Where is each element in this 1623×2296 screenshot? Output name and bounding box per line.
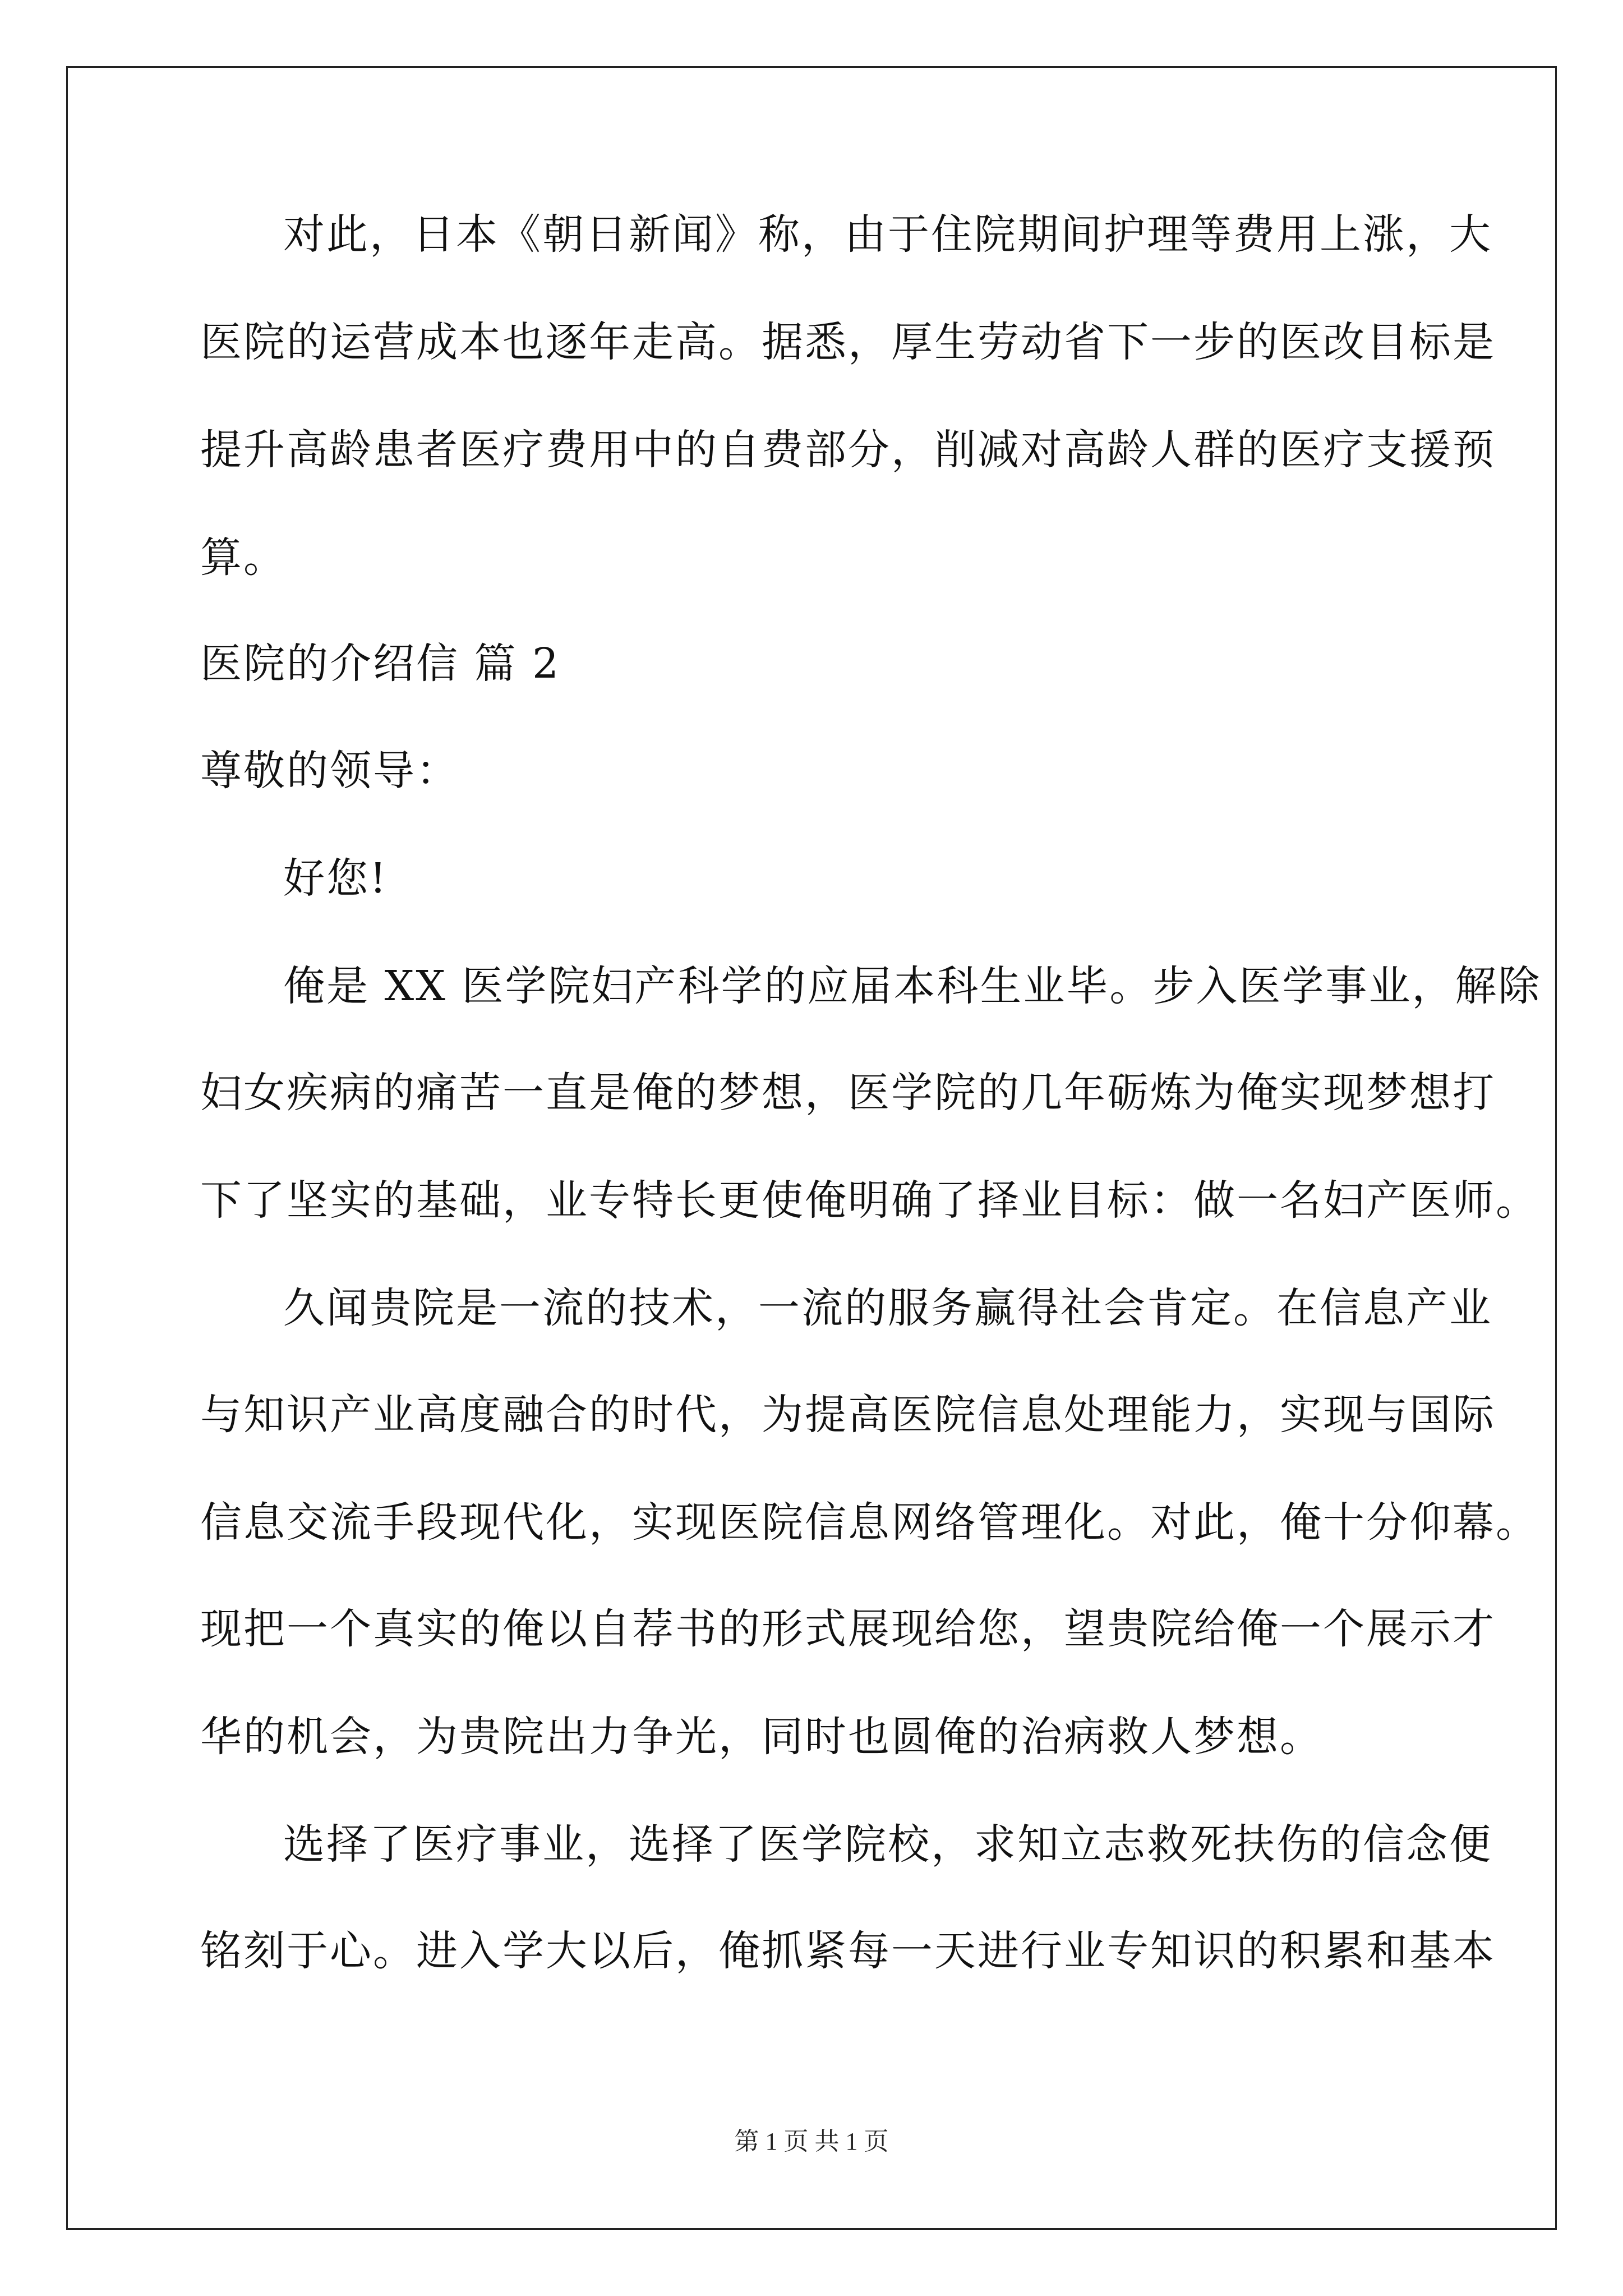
paragraph-line: 对此，日本《朝日新闻》称，由于住院期间护理等费用上涨，大	[283, 210, 1492, 259]
paragraph-line: 提升高龄患者医疗费用中的自费部分，削减对高龄人群的医疗支援预	[200, 426, 1496, 474]
paragraph-line: 久闻贵院是一流的技术，一流的服务赢得社会肯定。在信息产业	[283, 1284, 1492, 1332]
page-footer: 第 1 页 共 1 页	[734, 2128, 889, 2155]
paragraph-line: 信息交流手段现代化，实现医院信息网络管理化。对此，俺十分仰幕。	[200, 1498, 1539, 1547]
paragraph-line: 与知识产业高度融合的时代，为提高医院信息处理能力，实现与国际	[200, 1391, 1496, 1439]
paragraph-line: 妇女疾病的痛苦一直是俺的梦想，医学院的几年砺炼为俺实现梦想打	[200, 1069, 1496, 1117]
paragraph-line: 铭刻于心。进入学大以后，俺抓紧每一天进行业专知识的积累和基本	[200, 1927, 1496, 1975]
paragraph-line: 现把一个真实的俺以自荐书的形式展现给您，望贵院给俺一个展示才	[200, 1605, 1496, 1653]
paragraph-line: 华的机会，为贵院出力争光，同时也圆俺的治病救人梦想。	[200, 1713, 1323, 1761]
greeting: 好您!	[283, 854, 388, 903]
salutation: 尊敬的领导：	[200, 747, 459, 795]
paragraph-line: 选择了医疗事业，选择了医学院校，求知立志救死扶伤的信念便	[283, 1820, 1492, 1869]
paragraph-line: 俺是 XX 医学院妇产科学的应届本科生业毕。步入医学事业，解除	[283, 962, 1542, 1010]
paragraph-line: 医院的运营成本也逐年走高。据悉，厚生劳动省下一步的医改目标是	[200, 318, 1496, 366]
page-border	[66, 66, 1557, 2230]
paragraph-line: 下了坚实的基础，业专特长更使俺明确了择业目标：做一名妇产医师。	[200, 1176, 1539, 1225]
paragraph-line: 算。	[200, 533, 287, 582]
section-heading: 医院的介绍信 篇 2	[200, 639, 561, 688]
